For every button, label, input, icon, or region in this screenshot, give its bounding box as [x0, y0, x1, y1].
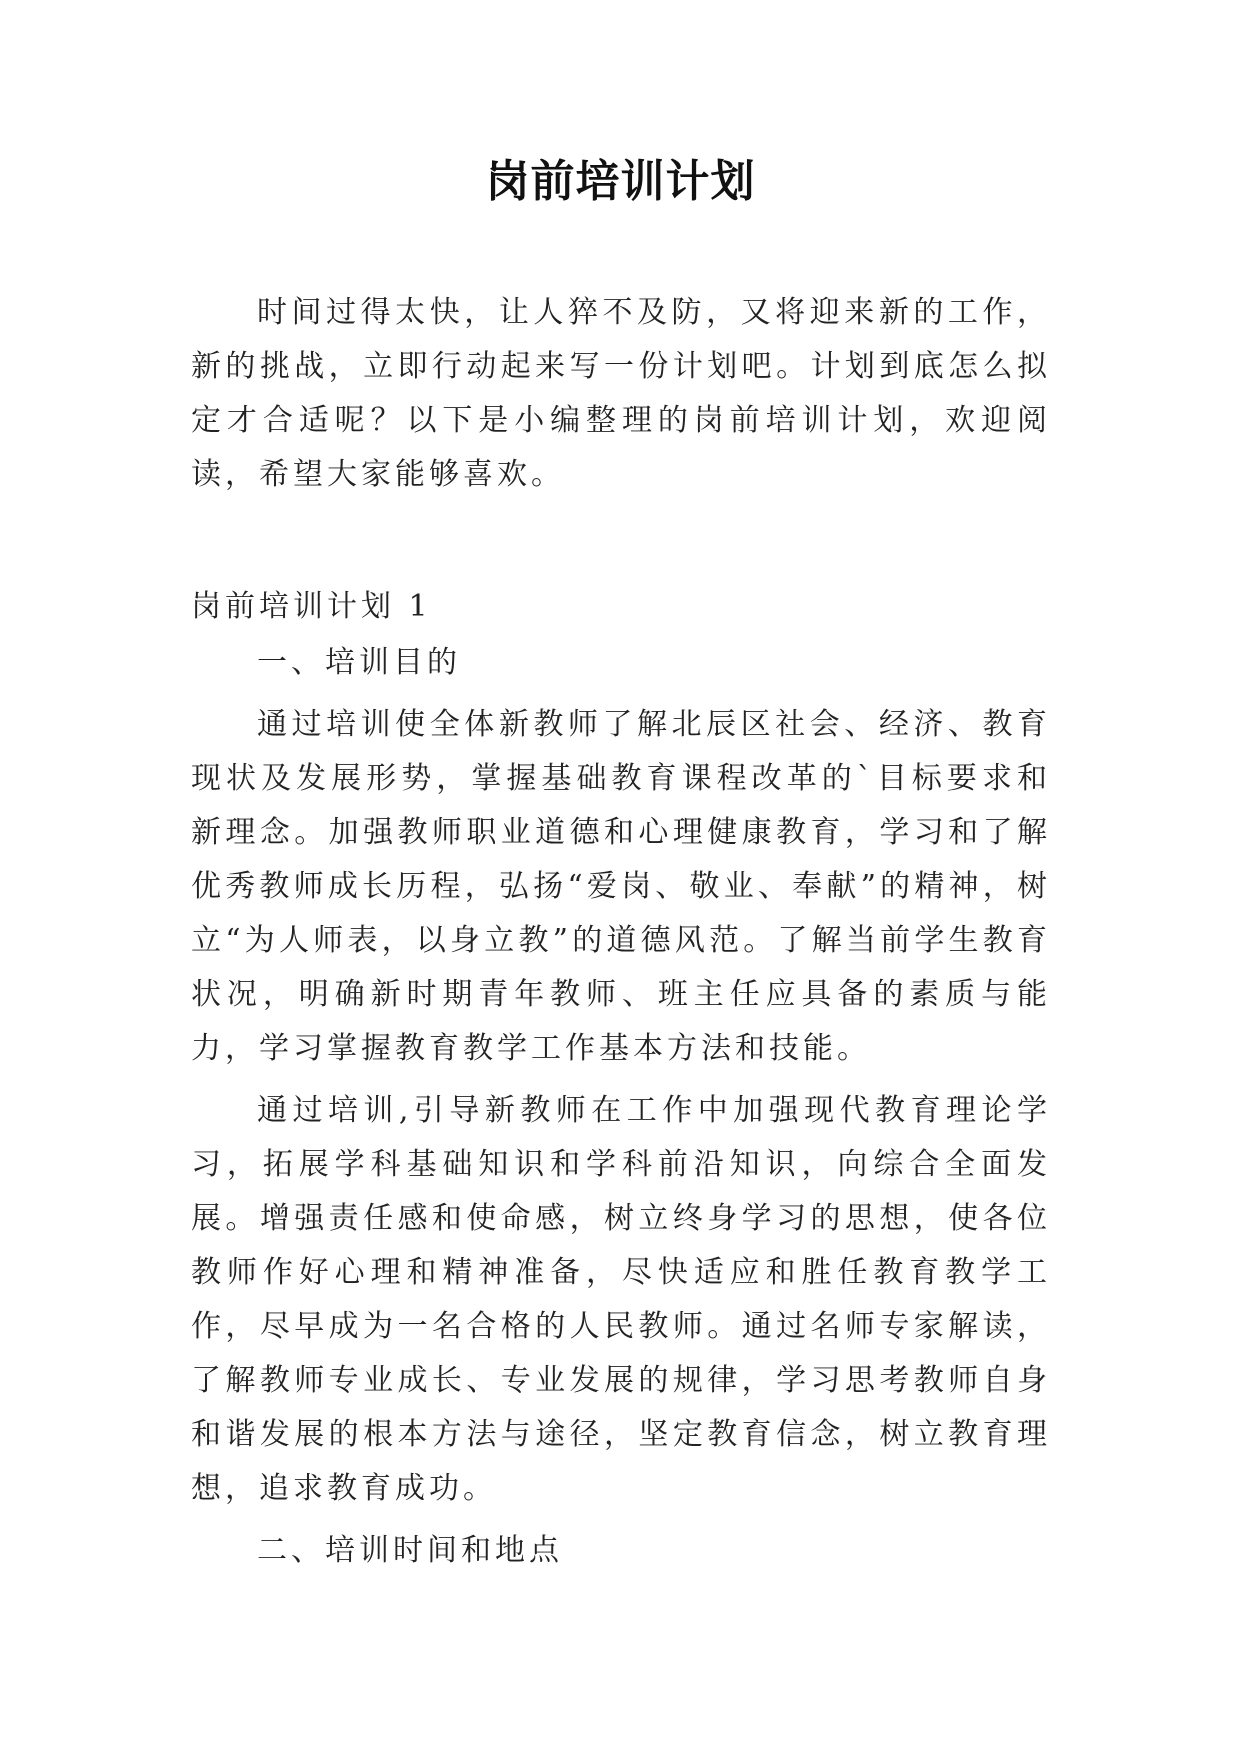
section-title: 岗前培训计划 1 — [191, 589, 432, 624]
paragraph-purpose-1: 通过培训使全体新教师了解北辰区社会、经济、教育现状及发展形势，掌握基础教育课程改革的`目标要求和新理念。加强教师职业道德和心理健康教育，学习和了解优秀教师成长历程，弘扬“爱岗、敬业、奉献”的精神，树立“为人师表，以身立教”的道德风范。了解当前学生教育状况，明确新时期青年教师、班主任应具备的素质与能力，学习掌握教育教学工作基本方法和技能。 — [191, 707, 1051, 1066]
page-title: 岗前培训计划 — [485, 156, 756, 207]
content-block — [191, 636, 1051, 1578]
paragraph-purpose-2: 通过培训,引导新教师在工作中加强现代教育理论学习，拓展学科基础知识和学科前沿知识，向综合全面发展。增强责任感和使命感，树立终身学习的思想，使各位教师作好心理和精神准备，尽快适应和胜任教育教学工作，尽早成为一名合格的人民教师。通过名师专家解读，了解教师专业成长、专业发展的规律，学习思考教师自身和谐发展的根本方法与途径，坚定教育信念，树立教育理想，追求教育成功。 — [191, 1093, 1051, 1506]
heading-purpose: 一、培训目的 — [257, 645, 461, 680]
heading-time-place: 二、培训时间和地点 — [257, 1533, 563, 1568]
intro-paragraph: 时间过得太快，让人猝不及防，又将迎来新的工作，新的挑战，立即行动起来写一份计划吧。计划到底怎么拟定才合适呢？以下是小编整理的岗前培训计划，欢迎阅读，希望大家能够喜欢。 — [191, 295, 1051, 492]
intro-block — [191, 286, 1051, 502]
